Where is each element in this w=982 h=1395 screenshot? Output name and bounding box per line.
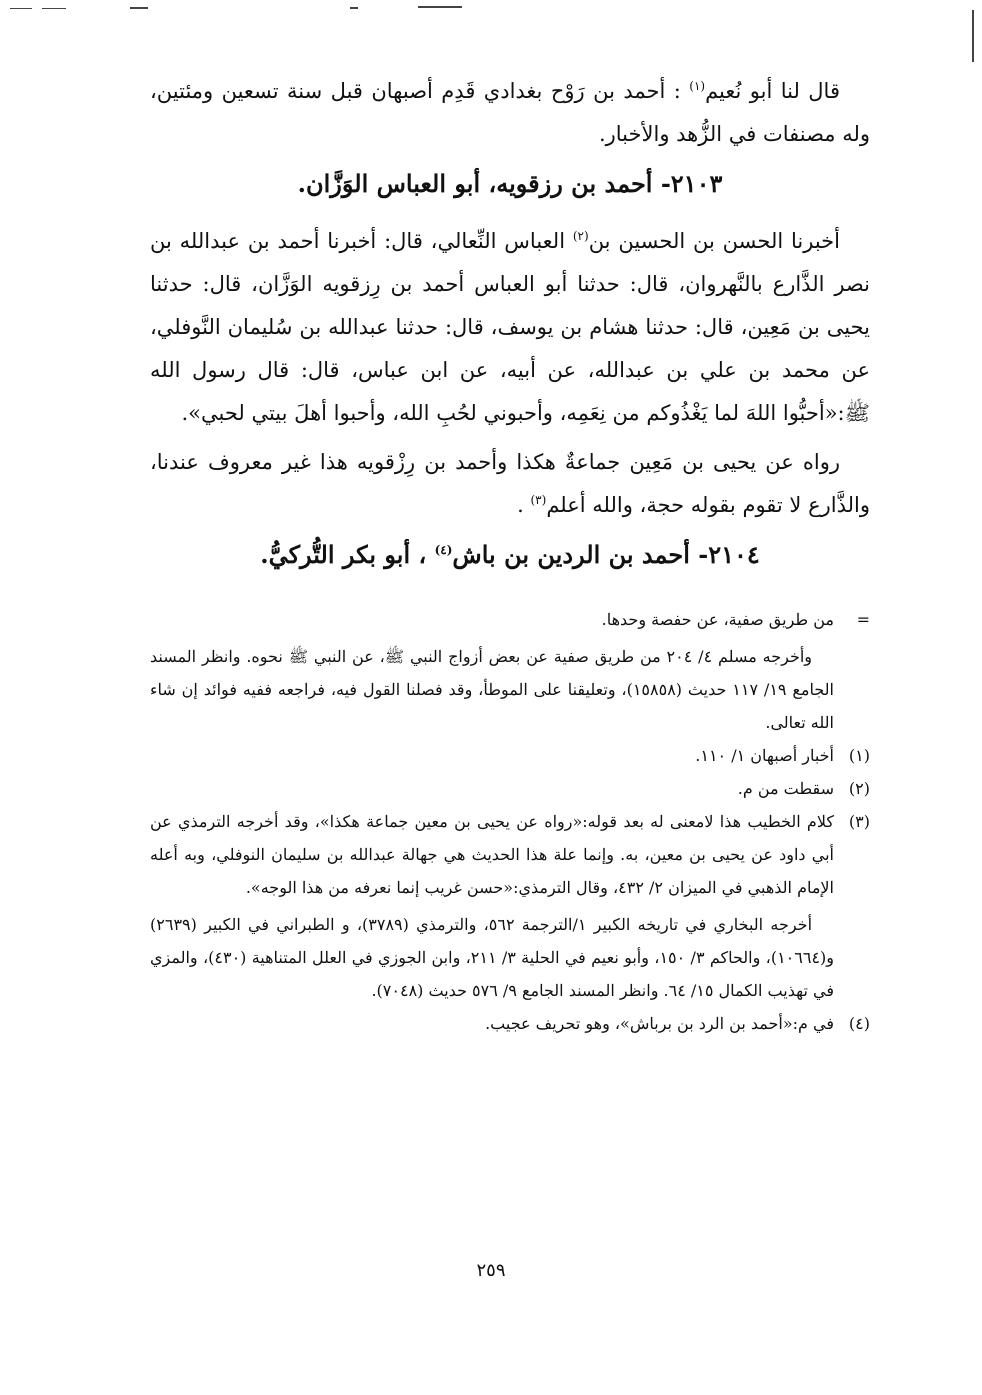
- footnote-paragraph: أخبار أصبهان ١/ ١١٠.: [695, 746, 834, 765]
- footnote-marker: (٢): [848, 779, 870, 798]
- entry-heading-2104: [150, 533, 870, 577]
- footnote-paragraph: كلام الخطيب هذا لامعنى له بعد قوله:«رواه عن يحيى بن معين جماعة هكذا»، وقد أخرجه الترمذي عن أبي داود عن يحيى بن معين، به. وإنما علة هذا الحديث هي جهالة عبدالله بن سليمان النوفلي، وبه أعله الإمام الذهبي في الميزان ٢/ ٤٣٢، وقال الترمذي:«حسن غريب إنما نعرفه من هذا الوجه».: [150, 812, 834, 897]
- footnote-paragraph: سقطت من م.: [737, 779, 834, 798]
- continuation-marker: =: [856, 610, 870, 629]
- comment-paragraph: [150, 441, 870, 527]
- scan-artifact-line: [130, 7, 148, 9]
- footnote-1: [150, 739, 870, 772]
- scan-artifact-line: [418, 6, 462, 8]
- footnotes: [150, 603, 870, 1040]
- footnote-paragraph: في م:«أحمد بن الرد بن برباش»، وهو تحريف عجيب.: [485, 1014, 834, 1033]
- footnote-text: [150, 1007, 834, 1040]
- page-content: [150, 70, 870, 1040]
- scan-artifact-line: [350, 7, 358, 9]
- heading-text: ٢١٠٤- أحمد بن الردين بن باش: [452, 540, 760, 569]
- footnote-paragraph: من طريق صفية، عن حفصة وحدها.: [601, 610, 834, 629]
- footnote-3: [150, 805, 870, 1007]
- footnote-marker: (٤): [848, 1014, 870, 1033]
- paragraph-text: : أحمد بن رَوْح بغدادي قَدِم أصبهان قبل سنة تسعين ومئتين، وله مصنفات في الزُّهد والأخبار.: [150, 79, 870, 146]
- footnote-paragraph: وأخرجه مسلم ٤/ ٢٠٤ من طريق صفية عن بعض أزواج النبي ﷺ، عن النبي ﷺ نحوه. وانظر المسند الجامع ١٩/ ١١٧ حديث (١٥٨٥٨)، وتعليقنا على الموطأ، وقد فصلنا القول فيه، فراجعه ففيه فوائد إن شاء الله تعالى.: [150, 647, 834, 732]
- footnote-marker: (١): [848, 746, 870, 765]
- footnote-ref-3: (٣): [530, 493, 547, 507]
- intro-paragraph: [150, 70, 870, 156]
- footnote-text: [150, 805, 834, 1007]
- footnote-ref-1: (١): [689, 79, 706, 93]
- footnote-paragraph: أخرجه البخاري في تاريخه الكبير ١/الترجمة ٥٦٢، والترمذي (٣٧٨٩)، و الطبراني في الكبير (٢٦٣٩) و(١٠٦٦٤)، والحاكم ٣/ ١٥٠، وأبو نعيم في الحلية ٣/ ٢١١، وابن الجوزي في العلل المتناهية (٤٣٠)، والمزي في تهذيب الكمال ١٥/ ٦٤. وانظر المسند الجامع ٩/ ٥٧٦ حديث (٧٠٤٨).: [150, 915, 835, 1000]
- main-text: [150, 70, 870, 577]
- paragraph-text: رواه عن يحيى بن مَعِين جماعةٌ هكذا وأحمد بن رِزْقويه هذا غير معروف عندنا، والذَّارع لا تقوم بقوله حجة، والله أعلم: [150, 450, 870, 517]
- hadith-paragraph: [150, 220, 870, 435]
- footnote-text: [150, 603, 834, 739]
- footnote-ref-2: (٢): [572, 229, 589, 243]
- footnote-text: [150, 739, 834, 772]
- footnote-continuation: [150, 603, 870, 739]
- page-number: ٢٥٩: [476, 1260, 506, 1281]
- footnote-ref-4: (٤): [434, 543, 453, 557]
- paragraph-text: العباس النِّعالي، قال: أخبرنا أحمد بن عبدالله بن نصر الذَّارع بالنَّهروان، قال: حدثنا أبو العباس أحمد بن رِزقويه الوَزَّان، قال: حدثنا يحيى بن مَعِين، قال: حدثنا هشام بن يوسف، قال: حدثنا عبدالله بن سُليمان النَّوفلي، عن محمد بن علي بن عبدالله، عن أبيه، عن ابن عباس، قال: قال رسول الله ﷺ:«أحبُّوا اللهَ لما يَغْذُوكم من نِعَمِه، وأحبوني لحُبِ الله، وأحبوا أهلَ بيتي لحبي».: [150, 229, 870, 425]
- footnote-2: [150, 772, 870, 805]
- heading-text: ، أبو بكر التُّركيُّ.: [260, 540, 435, 569]
- scan-artifact-line: [42, 8, 66, 9]
- footnote-text: [150, 772, 834, 805]
- paragraph-text: .: [517, 493, 531, 517]
- footnote-4: [150, 1007, 870, 1040]
- paragraph-text: قال لنا أبو نُعيم: [705, 79, 840, 103]
- entry-heading-2103: ٢١٠٣- أحمد بن رزقويه، أبو العباس الوَزَّان.: [297, 169, 723, 198]
- scan-artifact-line: [972, 10, 974, 62]
- scan-artifact-line: [10, 8, 32, 9]
- paragraph-text: أخبرنا الحسن بن الحسين بن: [588, 229, 840, 253]
- footnote-marker: (٣): [848, 812, 870, 831]
